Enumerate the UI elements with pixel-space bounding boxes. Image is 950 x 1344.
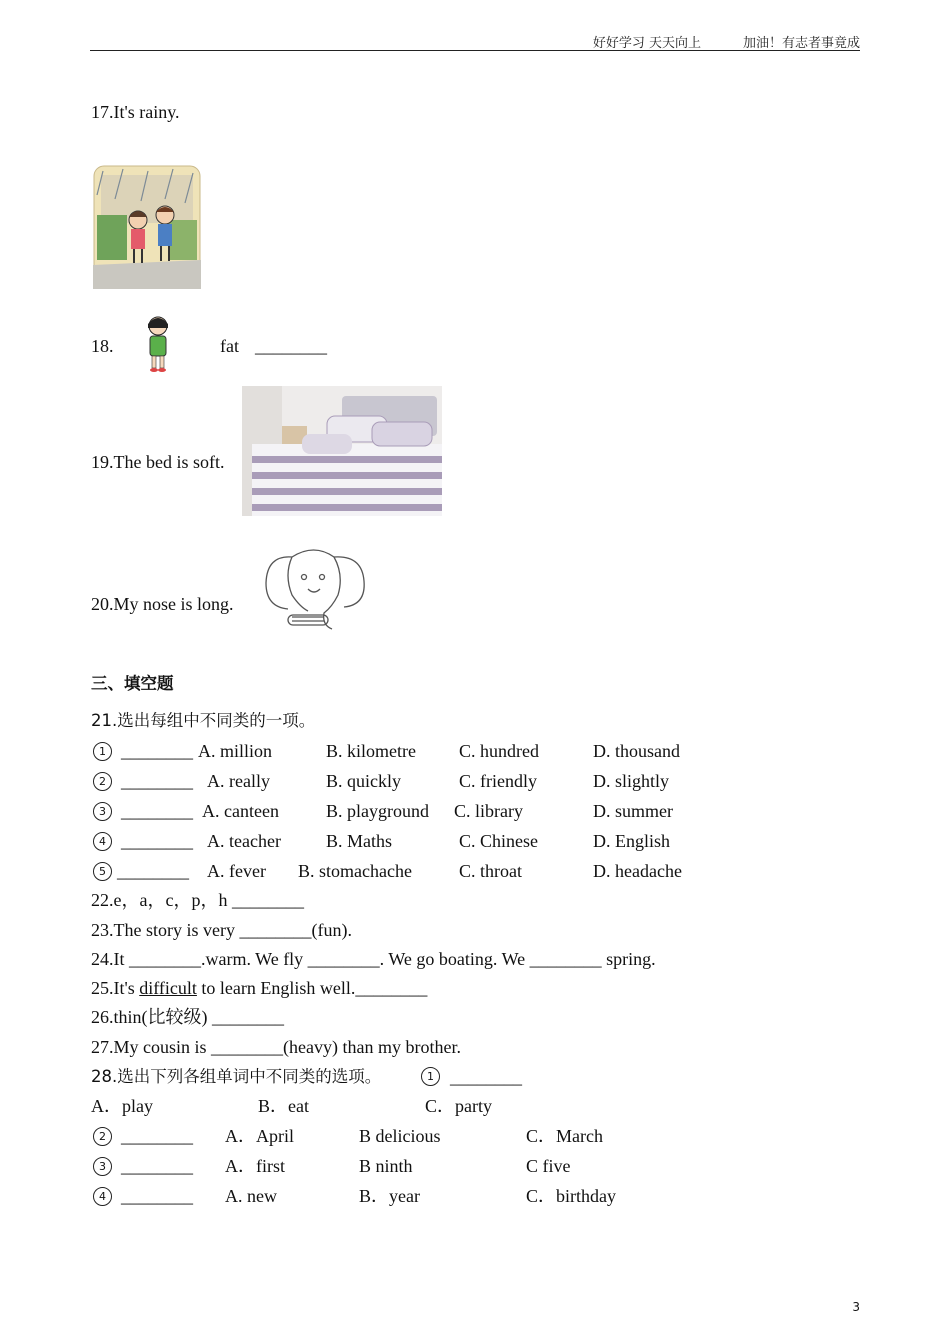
q28-row-number: 2 — [93, 1127, 112, 1146]
option-b: B. quickly — [326, 771, 401, 791]
answer-blank: ________ — [117, 861, 189, 881]
q21-row-number: 5 — [93, 862, 112, 881]
q24-text: 24.It ________.warm. We fly ________. We go boating. We ________ spring. — [91, 949, 656, 969]
option-b: B．eat — [258, 1096, 309, 1116]
q23-text: 23.The story is very ________(fun). — [91, 920, 352, 940]
option-a: A. really — [207, 771, 270, 791]
option-a: A．first — [225, 1156, 285, 1176]
q21-row-number: 1 — [93, 742, 112, 761]
option-b: B. stomachache — [298, 861, 412, 881]
q28-first-number: 1 — [421, 1067, 440, 1086]
girl-image — [140, 314, 176, 374]
q25-underlined-word: difficult — [139, 978, 197, 998]
answer-blank: ________ — [121, 801, 193, 821]
answer-blank: ________ — [121, 1186, 193, 1206]
q21-title: 21.选出每组中不同类的一项。 — [91, 711, 316, 730]
option-d: D. thousand — [593, 741, 680, 761]
q21-row-number: 4 — [93, 832, 112, 851]
answer-blank: ________ — [121, 1126, 193, 1146]
q25-text — [91, 977, 427, 999]
option-d: D. summer — [593, 801, 673, 821]
option-c: C. library — [454, 801, 523, 821]
q17-text: 17.It's rainy. — [91, 102, 180, 122]
q26-text: 26.thin(比较级) ________ — [91, 1007, 284, 1027]
q28-first-blank: ________ — [450, 1067, 522, 1087]
q20-text: 20.My nose is long. — [91, 594, 234, 614]
option-b: B．year — [359, 1186, 420, 1206]
q21-row-number: 2 — [93, 772, 112, 791]
option-a: A. fever — [207, 861, 266, 881]
bed-image — [242, 386, 442, 516]
option-a: A. teacher — [207, 831, 281, 851]
q25-prefix: 25.It's — [91, 978, 140, 998]
page-number: 3 — [852, 1300, 860, 1314]
option-b: B delicious — [359, 1126, 441, 1146]
q19-text: 19.The bed is soft. — [91, 452, 225, 472]
option-c: C．birthday — [526, 1186, 616, 1206]
option-d: D. slightly — [593, 771, 670, 791]
header-motto-right: 加油！有志者事竟成 — [742, 36, 860, 51]
q21-row-number: 3 — [93, 802, 112, 821]
option-b: B. playground — [326, 801, 429, 821]
option-c: C. throat — [459, 861, 522, 881]
page-header — [90, 30, 860, 51]
section-title: 三、填空题 — [91, 674, 174, 693]
option-a: A．play — [91, 1096, 153, 1116]
q28-row-number: 3 — [93, 1157, 112, 1176]
option-a: A. canteen — [202, 801, 279, 821]
header-motto-left: 好好学习 天天向上 — [592, 36, 701, 51]
option-c: C．March — [526, 1126, 603, 1146]
q22-text: 22.e，a，c，p，h ________ — [91, 890, 304, 910]
q18-answer-blank: ________ — [255, 336, 327, 356]
option-a: A．April — [225, 1126, 294, 1146]
option-c: C five — [526, 1156, 571, 1176]
option-d: D. headache — [593, 861, 682, 881]
answer-blank: ________ — [121, 1156, 193, 1176]
q28-title: 28.选出下列各组单词中不同类的选项。 — [91, 1067, 382, 1086]
elephant-image — [262, 545, 368, 633]
option-c: C．party — [425, 1096, 492, 1116]
answer-blank: ________ — [121, 771, 193, 791]
option-c: C. friendly — [459, 771, 537, 791]
option-c: C. hundred — [459, 741, 539, 761]
q25-suffix: to learn English well.________ — [196, 978, 428, 998]
answer-blank: ________ — [121, 831, 193, 851]
rainy-children-image — [93, 165, 201, 289]
answer-blank: ________ — [121, 741, 193, 761]
option-c: C. Chinese — [459, 831, 538, 851]
option-a: A. million — [198, 741, 273, 761]
option-b: B. Maths — [326, 831, 393, 851]
option-a: A. new — [225, 1186, 277, 1206]
q28-row-number: 4 — [93, 1187, 112, 1206]
option-b: B ninth — [359, 1156, 413, 1176]
option-d: D. English — [593, 831, 671, 851]
q18-number: 18. — [91, 336, 114, 356]
q27-text: 27.My cousin is ________(heavy) than my brother. — [91, 1037, 461, 1057]
q18-word: fat — [220, 336, 239, 356]
option-b: B. kilometre — [326, 741, 416, 761]
